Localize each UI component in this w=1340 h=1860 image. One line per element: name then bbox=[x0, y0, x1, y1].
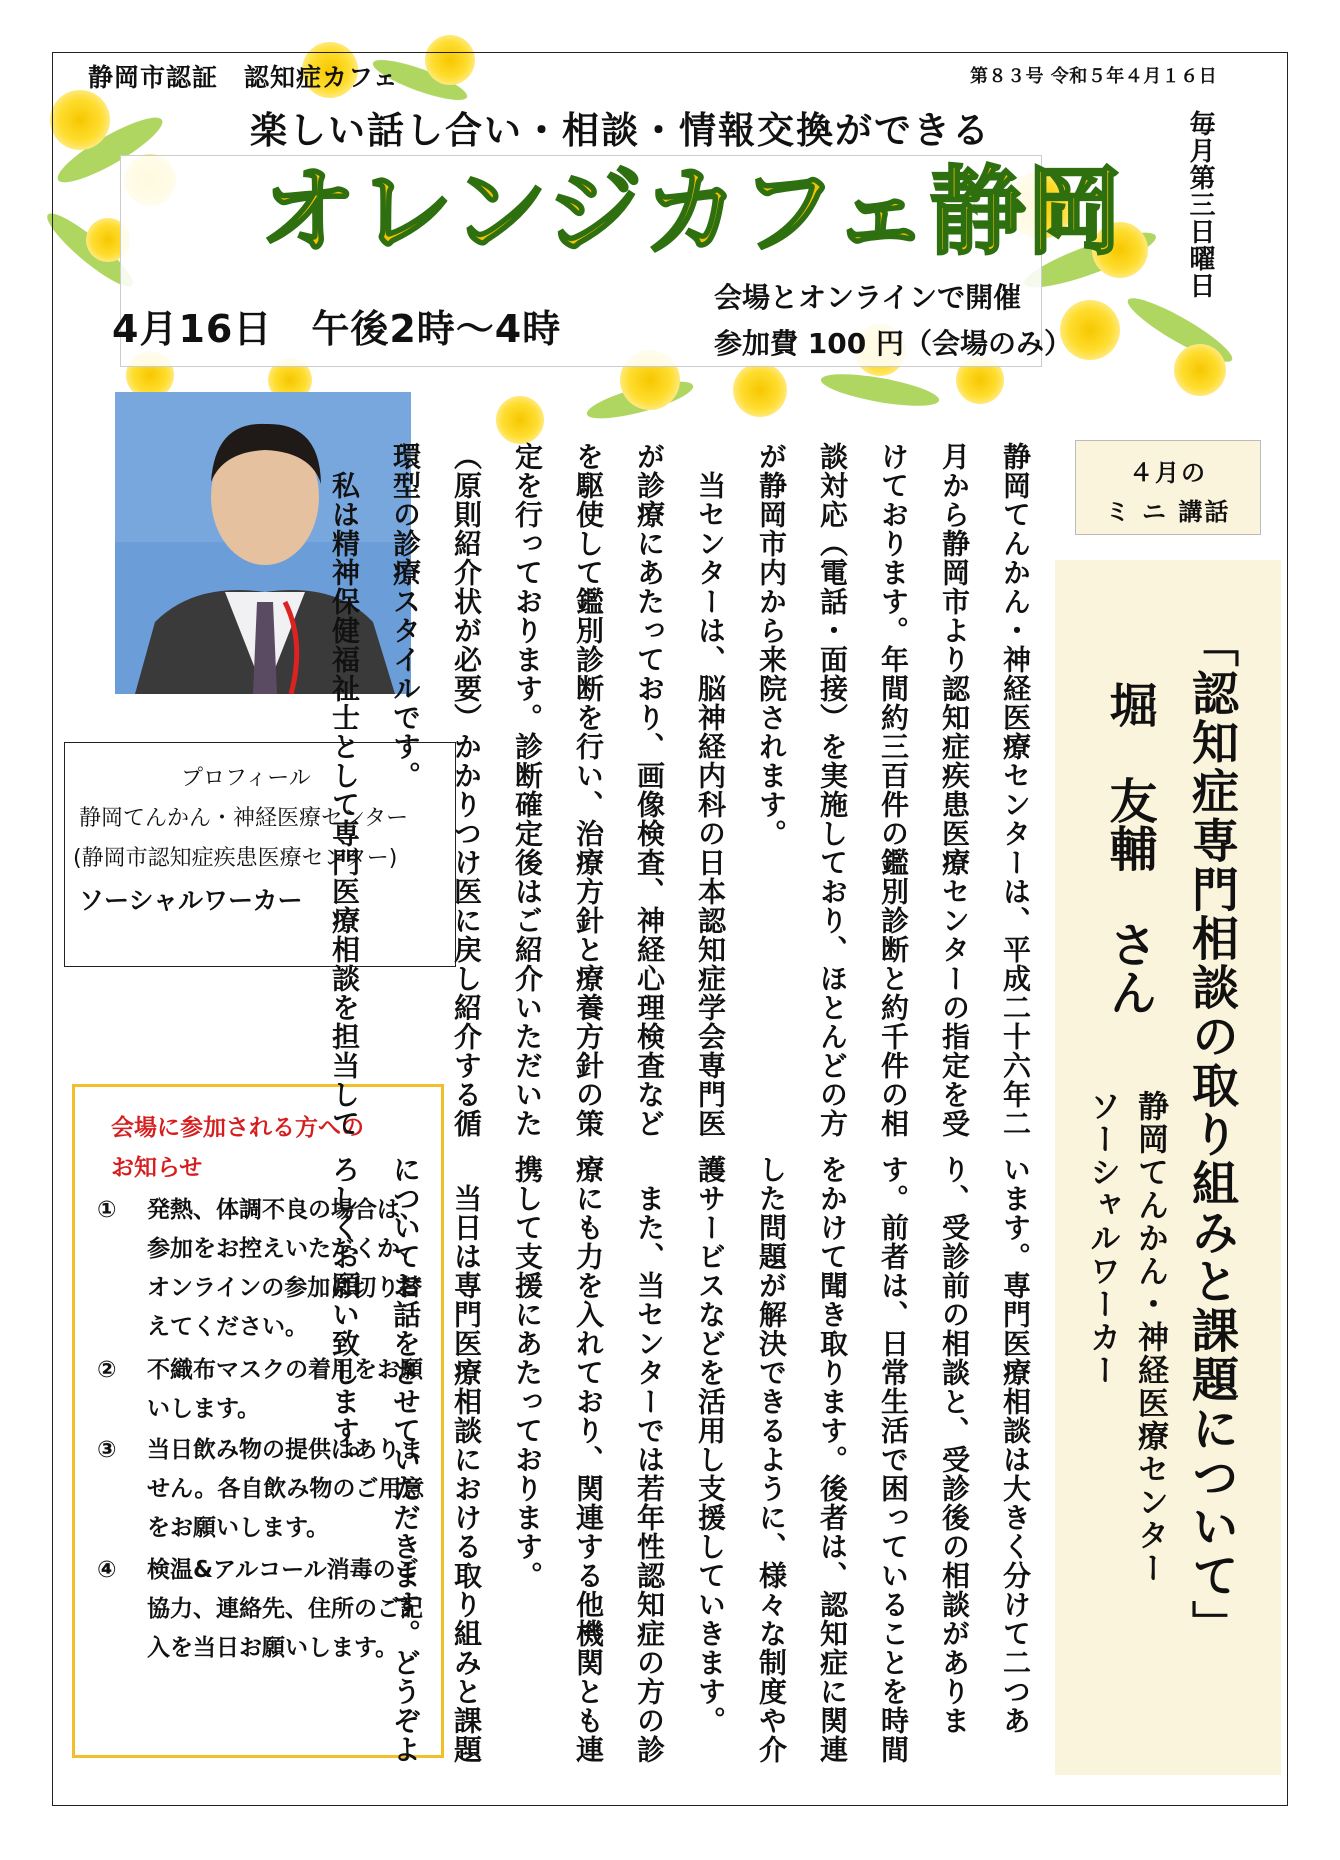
talk-title: 「認知症専門相談の取り組みと課題について」 bbox=[1184, 620, 1239, 1649]
notice-item-number: ① bbox=[97, 1197, 117, 1223]
mini-talk-label-line2: ミ ニ 講話 bbox=[1105, 498, 1231, 526]
notice-title-2: お知らせ bbox=[111, 1155, 203, 1181]
profile-organization-alt: (静岡市認知症疾患医療センター) bbox=[73, 846, 398, 871]
notice-item-text: 当日飲み物の提供はありません。各自飲み物のご用意をお願いします。 bbox=[147, 1437, 425, 1541]
notice-item-number: ④ bbox=[97, 1557, 117, 1583]
profile-role: ソーシャルワーカー bbox=[79, 886, 303, 915]
notice-title: 会場に参加される方への bbox=[111, 1115, 364, 1141]
article-lower: います。専門医療相談は大きく分けて二つあり、受診前の相談と、受診後の相談があります。前者は、日常生活で困っていることを時間をかけて聞き取ります。後者は、認知症に関連した問題が解決できるように、様々な制度や介護サービスなどを活用し支援していきます。 また、当センターでは若年性認知症の方の診療にも力を入れており、関連する他機関とも連携して支援にあたっております。 当日は専門医療相談における取り組みと課題についてお話をさせていただきます。どうぞよろしくお願い致します。 bbox=[328, 1155, 1032, 1764]
notice-item-number: ③ bbox=[97, 1437, 117, 1463]
speaker-name: 堀 友輔 さん bbox=[1101, 680, 1157, 1016]
profile-heading: プロフィール bbox=[181, 766, 311, 791]
mini-talk-label bbox=[1075, 440, 1261, 535]
mini-talk-label-line1: ４月の bbox=[1129, 459, 1207, 487]
notice-item-number: ② bbox=[97, 1357, 117, 1383]
page-title: オレンジカフェ静岡 bbox=[260, 156, 1124, 268]
monthly-schedule: 毎月第三日曜日 bbox=[1185, 110, 1215, 299]
profile-organization: 静岡てんかん・神経医療センター bbox=[79, 806, 409, 831]
event-date-time: 4月16日 午後2時～4時 bbox=[112, 307, 562, 351]
notice-item-text: 検温&アルコール消毒のご協力、連絡先、住所のご記入を当日お願いします。 bbox=[147, 1557, 423, 1661]
subtitle: 楽しい話し合い・相談・情報交換ができる bbox=[250, 109, 991, 152]
certification-label: 静岡市認証 認知症カフェ bbox=[88, 63, 399, 92]
fee-info: 参加費 100 円（会場のみ） bbox=[714, 327, 1072, 360]
notice-item-text: 発熱、体調不良の場合は、参加をお控えいただくか、オンラインの参加に切り替えてください。 bbox=[147, 1197, 423, 1340]
article-upper: 静岡てんかん・神経医療センターは、平成二十六年二月から静岡市より認知症疾患医療センターの指定を受けております。年間約三百件の鑑別診断と約千件の相談対応（電話・面接）を実施しており、ほとんどの方が静岡市内から来院されます。 当センターは、脳神経内科の日本認知症学会専門医が診療にあたっており、画像検査、神経心理検査などを駆使して鑑別診断を行い、治療方針と療養方針の策定を行っております。診断確定後はご紹介いただいた（原則紹介状が必要）かかりつけ医に戻し紹介する循環型の診療スタイルです。 私は精神保健福祉士として専門医療相談を担当して bbox=[328, 442, 1032, 1138]
issue-info: 第８３号 令和５年４月１６日 bbox=[970, 66, 1218, 87]
speaker-organization: 静岡てんかん・神経医療センター bbox=[1132, 1090, 1168, 1585]
speaker-role: ソーシャルワーカー bbox=[1084, 1090, 1120, 1387]
venue-info: 会場とオンラインで開催 bbox=[714, 281, 1022, 314]
notice-item-text: 不織布マスクの着用をお願いします。 bbox=[147, 1357, 423, 1422]
